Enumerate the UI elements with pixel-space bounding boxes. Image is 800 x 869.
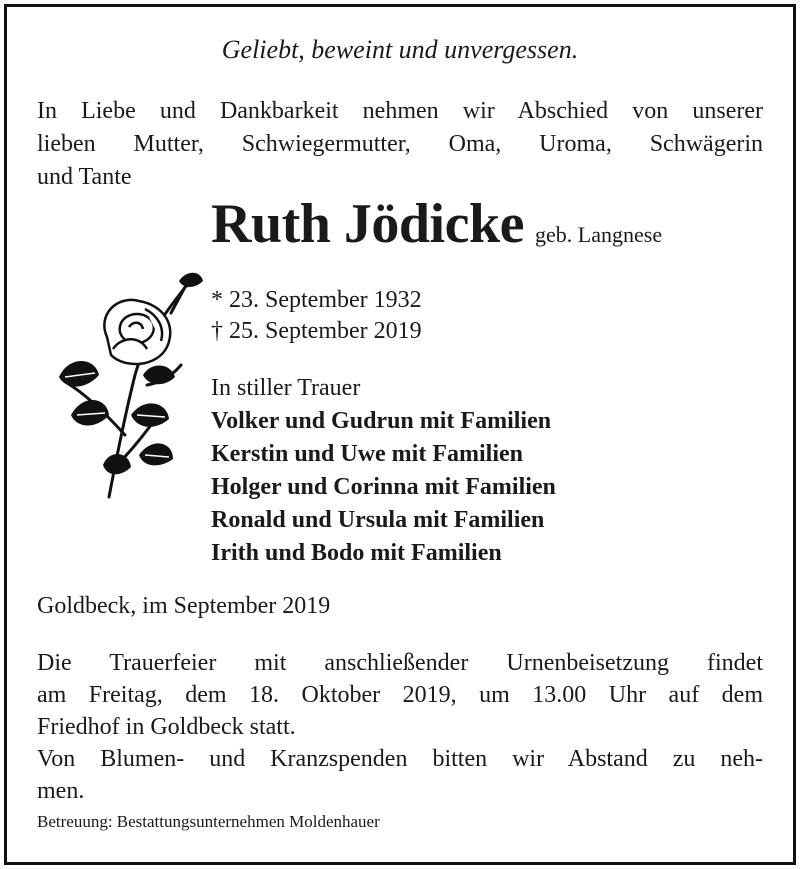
obituary-notice [4,4,796,865]
rose-icon [47,265,207,505]
life-dates [211,285,422,347]
service-info [37,647,763,807]
service-line: Friedhof in Goldbeck statt. [37,714,296,740]
intro-line: lieben Mutter, Schwiegermutter, Oma, Uroma, Schwägerin [37,131,763,157]
service-line: am Freitag, dem 18. Oktober 2019, um 13.00 Uhr auf dem [37,682,763,708]
funeral-home-credit: Betreuung: Bestattungsunternehmen Moldenhauer [37,812,380,831]
mourner-name: Volker und Gudrun mit Familien [211,408,552,434]
birth-name: geb. Langnese [535,222,663,247]
intro-line: und Tante [37,164,132,190]
death-date: † 25. September 2019 [211,318,422,344]
intro-text [37,95,763,194]
deceased-name: Ruth Jödicke [211,193,524,255]
intro-line: In Liebe und Dankbarkeit nehmen wir Abschied von unserer [37,98,763,124]
service-line: Die Trauerfeier mit anschließender Urnenbeisetzung findet [37,650,763,676]
mourner-name: Kerstin und Uwe mit Familien [211,441,523,467]
place-date: Goldbeck, im September 2019 [37,593,331,619]
mourner-name: Holger und Corinna mit Familien [211,474,556,500]
motto: Geliebt, beweint und unvergessen. [221,35,579,64]
deceased-name-line [211,192,662,256]
mourner-name: Ronald und Ursula mit Familien [211,507,545,533]
service-line: Von Blumen- und Kranzspenden bitten wir Abstand zu neh- [37,746,763,772]
mourners-block [211,372,556,570]
birth-date: * 23. September 1932 [211,287,422,313]
mourner-name: Irith und Bodo mit Familien [211,540,502,566]
service-line: men. [37,778,85,804]
mourning-intro: In stiller Trauer [211,375,361,401]
